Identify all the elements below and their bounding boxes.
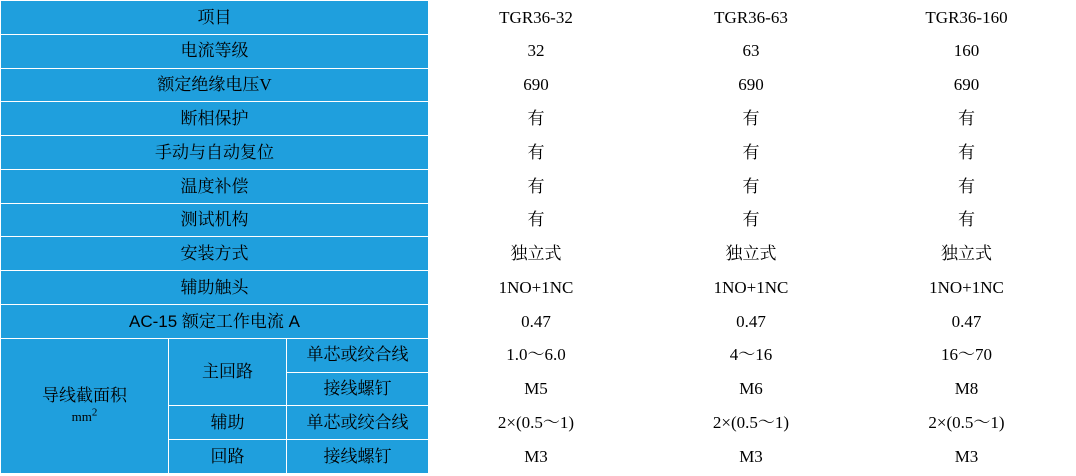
row-label: 安装方式: [1, 237, 429, 271]
row-label: 电流等级: [1, 34, 429, 68]
wire-subrow-label: 单芯或绞合线: [287, 338, 429, 372]
row-value: M3: [859, 440, 1075, 474]
row-value: 有: [429, 102, 644, 136]
row-value: 有: [859, 102, 1075, 136]
row-value: 2×(0.5～1): [429, 406, 644, 440]
row-value: 1NO+1NC: [859, 271, 1075, 305]
row-value: 0.47: [644, 305, 859, 339]
row-value: 独立式: [429, 237, 644, 271]
row-value: 690: [644, 68, 859, 102]
row-value: 4～16: [644, 338, 859, 372]
wire-section-unit: mm: [71, 408, 92, 424]
row-value: 2×(0.5～1): [859, 406, 1075, 440]
wire-group-main-label: 主回路: [169, 338, 287, 406]
table-row-wire-main-core: [1, 338, 1075, 372]
row-value: 2×(0.5～1): [644, 406, 859, 440]
row-value: M8: [859, 372, 1075, 406]
wire-group-aux-label-line2: 回路: [169, 440, 287, 474]
row-value: 0.47: [859, 305, 1075, 339]
wire-group-aux-label-line1: 辅助: [169, 406, 287, 440]
header-item-label: 项目: [1, 1, 429, 35]
row-value: 有: [429, 203, 644, 237]
row-label: AC-15 额定工作电流 A: [1, 305, 429, 339]
row-label: 测试机构: [1, 203, 429, 237]
row-value: 有: [429, 169, 644, 203]
header-model-1: TGR36-32: [429, 1, 644, 35]
row-label: 额定绝缘电压V: [1, 68, 429, 102]
table-row: [1, 305, 1075, 339]
wire-section-label: [1, 338, 169, 473]
row-value: 1.0～6.0: [429, 338, 644, 372]
wire-subrow-label: 单芯或绞合线: [287, 406, 429, 440]
row-value: 有: [859, 203, 1075, 237]
row-value: M3: [644, 440, 859, 474]
row-value: 有: [644, 169, 859, 203]
table-row: [1, 169, 1075, 203]
table-row: [1, 136, 1075, 170]
table-row: [1, 102, 1075, 136]
row-value: M6: [644, 372, 859, 406]
row-value: 有: [429, 136, 644, 170]
table-row: [1, 34, 1075, 68]
row-value: 690: [859, 68, 1075, 102]
wire-section-unit-exponent: 2: [91, 406, 98, 419]
row-value: 有: [644, 102, 859, 136]
row-value: 独立式: [644, 237, 859, 271]
row-value: 1NO+1NC: [644, 271, 859, 305]
wire-subrow-label: 接线螺钉: [287, 372, 429, 406]
header-model-2: TGR36-63: [644, 1, 859, 35]
table-row: [1, 271, 1075, 305]
row-value: 160: [859, 34, 1075, 68]
row-value: 有: [859, 136, 1075, 170]
row-value: 16～70: [859, 338, 1075, 372]
table-row-header: [1, 1, 1075, 35]
table-row: [1, 237, 1075, 271]
row-value: 1NO+1NC: [429, 271, 644, 305]
wire-subrow-label: 接线螺钉: [287, 440, 429, 474]
table-row: [1, 203, 1075, 237]
wire-section-label-text: 导线截面积: [42, 386, 127, 406]
header-model-3: TGR36-160: [859, 1, 1075, 35]
row-label: 辅助触头: [1, 271, 429, 305]
row-value: 63: [644, 34, 859, 68]
row-value: 32: [429, 34, 644, 68]
row-value: M3: [429, 440, 644, 474]
row-value: 0.47: [429, 305, 644, 339]
row-label: 断相保护: [1, 102, 429, 136]
row-value: 690: [429, 68, 644, 102]
row-value: 有: [644, 136, 859, 170]
row-value: 有: [859, 169, 1075, 203]
table-row: [1, 68, 1075, 102]
row-value: 有: [644, 203, 859, 237]
row-value: M5: [429, 372, 644, 406]
row-value: 独立式: [859, 237, 1075, 271]
row-label: 温度补偿: [1, 169, 429, 203]
row-label: 手动与自动复位: [1, 136, 429, 170]
